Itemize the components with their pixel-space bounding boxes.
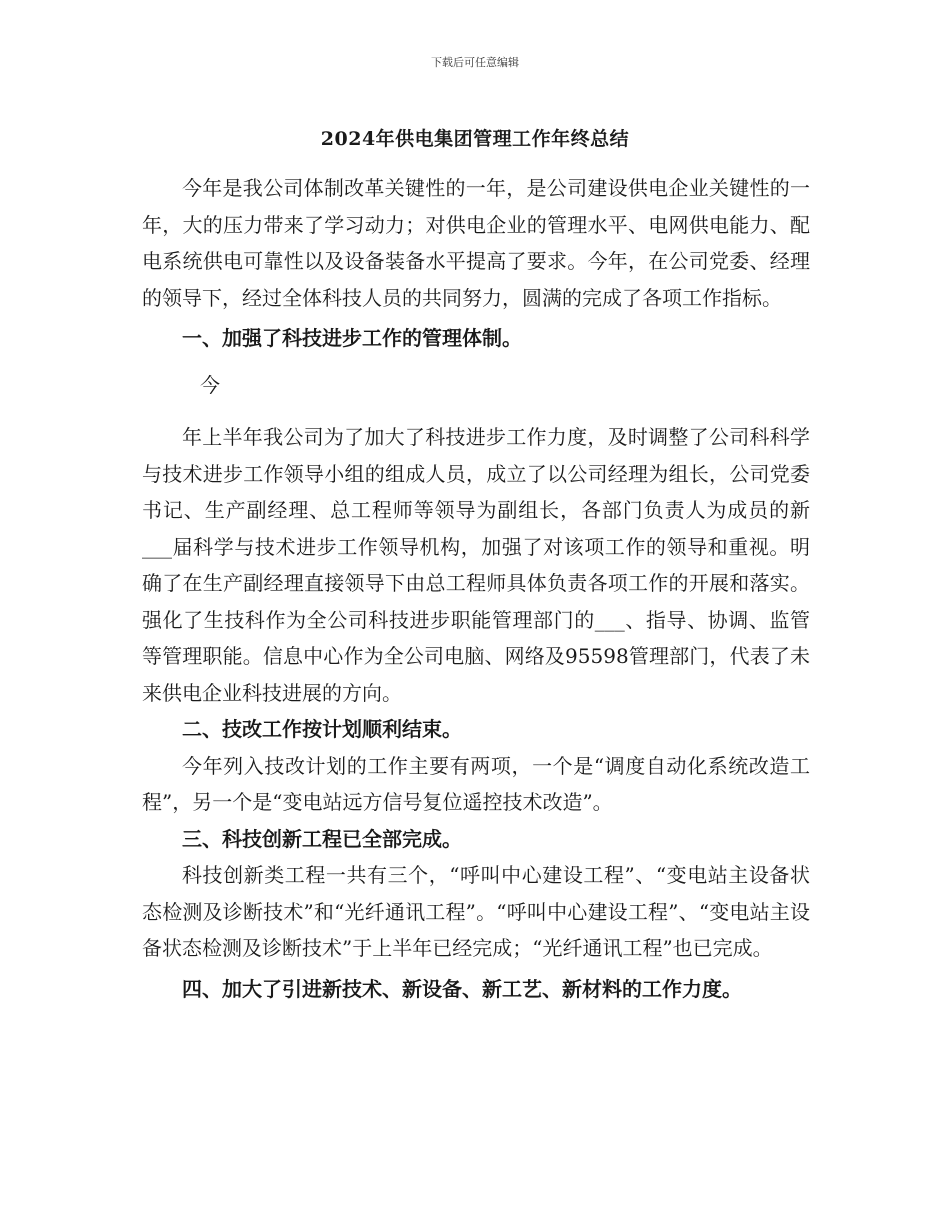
paragraph-section-2: 今年列入技改计划的工作主要有两项，一个是“调度自动化系统改造工程”，另一个是“变电站远方信号复位遥控技术改造”。 [142, 753, 810, 814]
paragraph-section-1: 年上半年我公司为了加大了科技进步工作力度，及时调整了公司科科学与技术进步工作领导小组的组成人员，成立了以公司经理为组长，公司党委书记、生产副经理、总工程师等领导为副组长，各部门负责人为成员的新___届科学与技术进步工作领导机构，加强了对该项工作的领导和重视。明确了在生产副经理直接领导下由总工程师具体负责各项工作的开展和落实。强化了生技科作为全公司科技进步职能管理部门的___、指导、协调、监管等管理职能。信息中心作为全公司电脑、网络及95598管理部门，代表了未来供电企业科技进展的方向。 [142, 425, 810, 705]
paragraph-intro: 今年是我公司体制改革关键性的一年，是公司建设供电企业关键性的一年，大的压力带来了学习动力；对供电企业的管理水平、电网供电能力、配电系统供电可靠性以及设备装备水平提高了要求。今年，在公司党委、经理的领导下，经过全体科技人员的共同努力，圆满的完成了各项工作指标。 [142, 176, 810, 310]
section-heading-2: 二、技改工作按计划顺利结束。 [182, 717, 462, 741]
section-heading-1: 一、加强了科技进步工作的管理体制。 [182, 326, 522, 350]
paragraph-fragment: 今 [200, 372, 220, 397]
document-title: 2024年供电集团管理工作年终总结 [320, 128, 630, 150]
document-body [142, 170, 810, 1007]
paragraph-section-3: 科技创新类工程一共有三个，“呼叫中心建设工程”、“变电站主设备状态检测及诊断技术”和“光纤通讯工程”。“呼叫中心建设工程”、“变电站主设备状态检测及诊断技术”于上半年已经完成；“光纤通讯工程”也已完成。 [142, 863, 810, 960]
section-heading-3: 三、科技创新工程已全部完成。 [182, 826, 462, 851]
section-heading-4: 四、加大了引进新技术、新设备、新工艺、新材料的工作力度。 [182, 976, 742, 1001]
header-note: 下载后可任意编辑 [431, 56, 519, 69]
